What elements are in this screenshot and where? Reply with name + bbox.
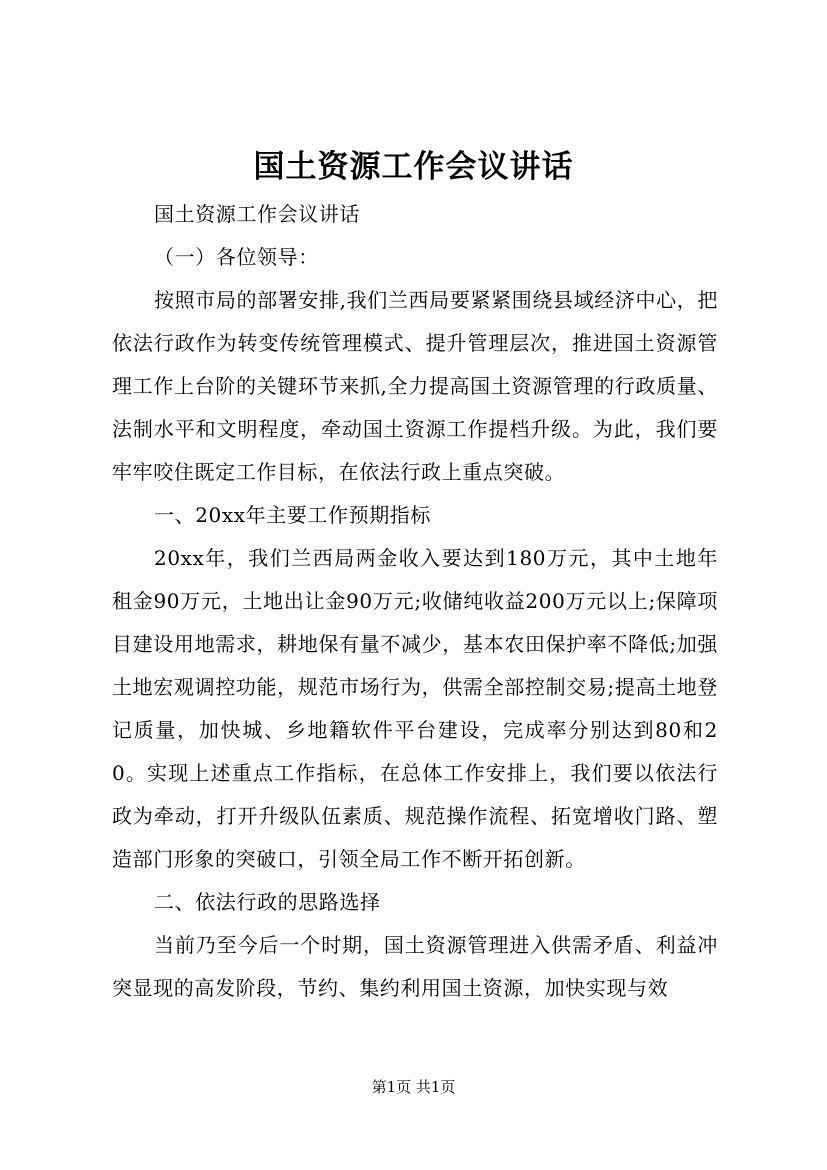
page-footer: 第1页 共1页 xyxy=(371,1078,456,1096)
paragraph-current-period: 当前乃至今后一个时期，国土资源管理进入供需矛盾、利益冲突显现的高发阶段，节约、集约利用国土资源，加快实现与效 xyxy=(112,933,718,1000)
paragraph-salutation: （一）各位领导： xyxy=(154,245,319,269)
document-body xyxy=(112,193,718,1010)
section-heading-2: 二、依法行政的思路选择 xyxy=(154,890,381,914)
paragraph-intro: 按照市局的部署安排,我们兰西局要紧紧围绕县域经济中心，把依法行政作为转变传统管理模式、提升管理层次，推进国土资源管理工作上台阶的关键环节来抓,全力提高国土资源管理的行政质量、法制水平和文明程度，牵动国土资源工作提档升级。为此，我们要牢牢咬住既定工作目标，在依法行政上重点突破。 xyxy=(112,288,718,484)
document-title: 国土资源工作会议讲话 xyxy=(253,149,574,185)
section-heading-1: 一、20xx年主要工作预期指标 xyxy=(154,503,432,527)
paragraph-subtitle: 国土资源工作会议讲话 xyxy=(154,202,360,226)
paragraph-targets: 20xx年，我们兰西局两金收入要达到180万元，其中土地年租金90万元，土地出让金90万元;收储纯收益200万元以上;保障项目建设用地需求，耕地保有量不减少，基本农田保护率不降低;加强土地宏观调控功能，规范市场行为，供需全部控制交易;提高土地登记质量，加快城、乡地籍软件平台建设，完成率分别达到80和20。实现上述重点工作指标，在总体工作安排上，我们要以依法行政为牵动，打开升级队伍素质、规范操作流程、拓宽增收门路、塑造部门形象的突破口，引领全局工作不断开拓创新。 xyxy=(112,546,718,871)
